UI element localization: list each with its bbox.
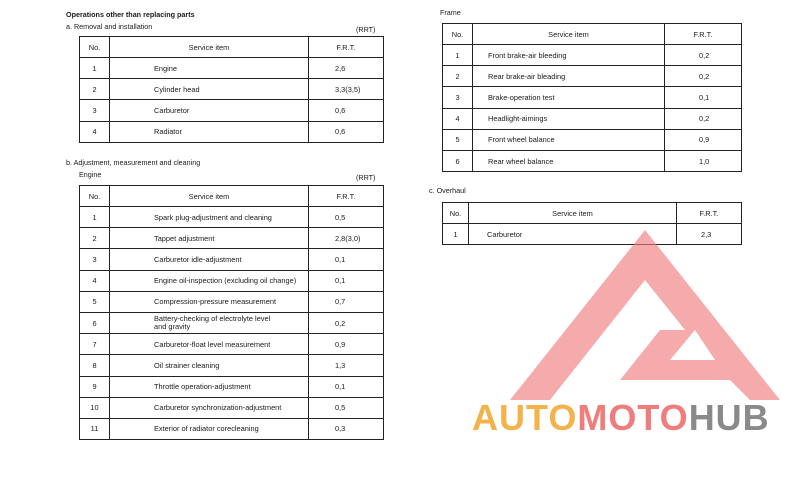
table-row [443,66,742,87]
cell-no: 1 [80,207,110,228]
cell-no: 5 [80,291,110,312]
cell-no: 1 [443,224,469,245]
cell-service-item: Headlight-aimings [473,108,665,129]
cell-frt: 0,5 [309,397,384,418]
col-header-frt: F.R.T. [677,203,742,224]
cell-service-item: Rear wheel balance [473,150,665,171]
col-header-no: No. [80,37,110,58]
section-a-title: a. Removal and installation [66,22,153,31]
cell-frt: 0,5 [309,207,384,228]
cell-no: 4 [80,121,110,142]
col-header-frt: F.R.T. [309,186,384,207]
table-row [80,207,384,228]
cell-no: 3 [443,87,473,108]
table-row [80,249,384,270]
cell-service-item: Engine [110,58,309,79]
col-header-no: No. [443,203,469,224]
cell-service-item: Compression-pressure measurement [110,291,309,312]
cell-no: 9 [80,376,110,397]
col-header-frt: F.R.T. [309,37,384,58]
cell-frt: 3,3(3,5) [309,79,384,100]
cell-service-item: Engine oil-inspection (excluding oil change) [110,270,309,291]
cell-no: 6 [80,312,110,333]
table-row [80,376,384,397]
section-c-title: c. Overhaul [429,186,466,195]
cell-service-item: Brake-operation test [473,87,665,108]
rrt-label-b: (RRT) [356,173,376,182]
cell-no: 11 [80,418,110,439]
cell-service-item: Carburetor synchronization-adjustment [110,397,309,418]
cell-frt: 0,9 [665,129,742,150]
table-row [80,79,384,100]
col-header-service-item: Service item [110,37,309,58]
cell-frt: 0,2 [665,45,742,66]
table-row [443,45,742,66]
cell-no: 2 [443,66,473,87]
cell-no: 3 [80,100,110,121]
cell-frt: 0,7 [309,291,384,312]
cell-no: 2 [80,79,110,100]
cell-frt: 0,9 [309,334,384,355]
cell-service-item: Radiator [110,121,309,142]
cell-service-item: Battery-checking of electrolyte level and gravity [110,312,309,333]
triangle-logo-icon [510,230,780,400]
cell-no: 3 [80,249,110,270]
logo-outer-triangle [510,230,780,400]
watermark-text-moto: MOTO [577,397,689,438]
table-row [80,334,384,355]
cell-frt: 0,1 [309,376,384,397]
svg-text:AUTOMOTOHUB [472,397,770,438]
cell-service-item: Front brake-air bleeding [473,45,665,66]
cell-frt: 0,2 [309,312,384,333]
table-row [80,121,384,142]
col-header-no: No. [80,186,110,207]
cell-service-item: Carburetor [110,100,309,121]
cell-service-item: Carburetor-float level measurement [110,334,309,355]
cell-frt: 0,2 [665,66,742,87]
col-header-service-item: Service item [473,24,665,45]
cell-frt: 0,1 [665,87,742,108]
cell-frt: 2,8(3,0) [309,228,384,249]
section-b-subtitle: Engine [79,170,102,179]
cell-service-item: Throttle operation-adjustment [110,376,309,397]
frame-label: Frame [440,8,461,17]
table-removal-installation [79,36,384,143]
table-row [80,228,384,249]
table-row [443,87,742,108]
cell-frt: 0,1 [309,249,384,270]
table-row [80,355,384,376]
table-row [443,108,742,129]
cell-no: 8 [80,355,110,376]
page-heading: Operations other than replacing parts [66,10,195,19]
cell-service-item: Tappet adjustment [110,228,309,249]
table-row [80,270,384,291]
table-adjustment-measurement [79,185,384,440]
cell-service-item: Carburetor [469,224,677,245]
table-row [80,397,384,418]
cell-no: 4 [443,108,473,129]
table-row [80,58,384,79]
cell-frt: 0,1 [309,270,384,291]
cell-no: 10 [80,397,110,418]
cell-service-item: Exterior of radiator corecleaning [110,418,309,439]
cell-no: 1 [80,58,110,79]
cell-no: 1 [443,45,473,66]
table-row [80,418,384,439]
section-b-title: b. Adjustment, measurement and cleaning [66,158,201,167]
rrt-label-a: (RRT) [356,25,376,34]
cell-frt: 2,3 [677,224,742,245]
table-row [443,129,742,150]
cell-no: 4 [80,270,110,291]
cell-service-item: Oil strainer cleaning [110,355,309,376]
cell-no: 2 [80,228,110,249]
cell-frt: 2,6 [309,58,384,79]
cell-no: 7 [80,334,110,355]
table-row [80,291,384,312]
cell-service-item: Carburetor idle-adjustment [110,249,309,270]
cell-frt: 1,0 [665,150,742,171]
cell-service-item: Spark plug-adjustment and cleaning [110,207,309,228]
cell-no: 6 [443,150,473,171]
cell-service-item: Front wheel balance [473,129,665,150]
cell-service-item: Rear brake-air bleading [473,66,665,87]
cell-service-item: Cylinder head [110,79,309,100]
table-frame [442,23,742,172]
col-header-no: No. [443,24,473,45]
watermark-text-hub: HUB [688,397,770,438]
cell-frt: 0,3 [309,418,384,439]
col-header-frt: F.R.T. [665,24,742,45]
cell-frt: 0,2 [665,108,742,129]
automotohub-watermark-logo [470,220,800,440]
cell-frt: 1,3 [309,355,384,376]
table-row [80,312,384,333]
watermark-text-auto: AUTO [472,397,578,438]
col-header-service-item: Service item [469,203,677,224]
cell-frt: 0,6 [309,100,384,121]
cell-no: 5 [443,129,473,150]
table-row [80,100,384,121]
cell-frt: 0,6 [309,121,384,142]
col-header-service-item: Service item [110,186,309,207]
table-row [443,150,742,171]
